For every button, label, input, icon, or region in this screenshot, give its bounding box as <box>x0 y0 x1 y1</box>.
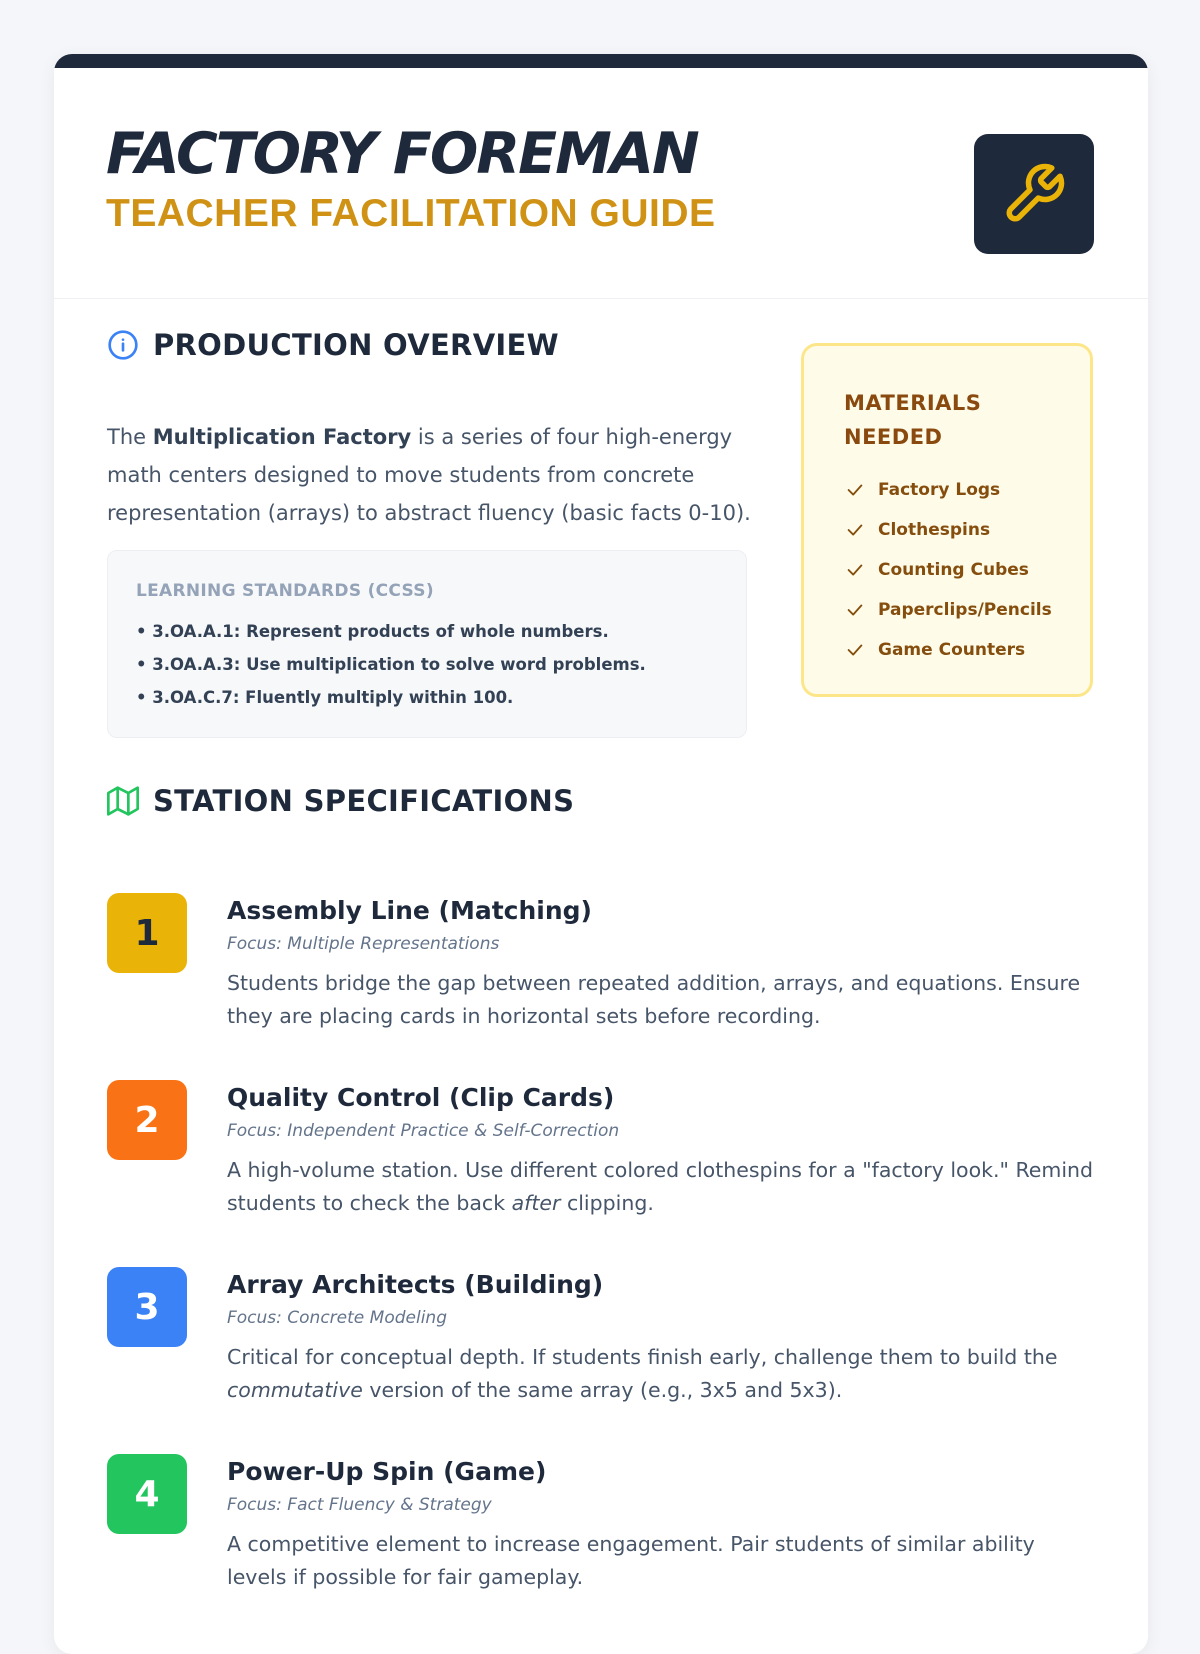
standards-box <box>107 550 747 738</box>
station-title: Power-Up Spin (Game) <box>227 1457 547 1486</box>
desc-end: version of the same array (e.g., 3x5 and 5x3). <box>362 1378 843 1402</box>
standards-list <box>136 615 718 714</box>
materials-list <box>844 470 1050 670</box>
materials-box <box>801 343 1093 697</box>
station-description <box>227 1154 1097 1220</box>
material-label: Factory Logs <box>878 480 1001 500</box>
station-title: Quality Control (Clip Cards) <box>227 1083 615 1112</box>
station-title: Assembly Line (Matching) <box>227 896 592 925</box>
overview-text <box>107 418 757 532</box>
station-number-badge: 2 <box>107 1080 187 1160</box>
material-item <box>844 510 1050 550</box>
check-icon <box>844 639 866 661</box>
materials-title-line1: MATERIALS <box>844 391 982 415</box>
check-icon <box>844 479 866 501</box>
station-number-badge: 1 <box>107 893 187 973</box>
material-label: Game Counters <box>878 640 1026 660</box>
material-label: Paperclips/Pencils <box>878 600 1052 620</box>
material-item <box>844 550 1050 590</box>
materials-title <box>844 386 1050 454</box>
desc-start: Critical for conceptual depth. If students finish early, challenge them to build the <box>227 1345 1058 1369</box>
stations-heading-text: STATION SPECIFICATIONS <box>153 784 575 818</box>
material-item <box>844 630 1050 670</box>
info-icon <box>107 329 139 361</box>
material-label: Clothespins <box>878 520 991 540</box>
station-description: A competitive element to increase engagement. Pair students of similar ability levels if possible for fair gameplay. <box>227 1532 1035 1589</box>
material-item <box>844 590 1050 630</box>
station-description <box>227 1341 1097 1407</box>
station-focus: Focus: Concrete Modeling <box>227 1308 447 1328</box>
station-description: Students bridge the gap between repeated addition, arrays, and equations. Ensure they are placing cards in horizontal sets before recording. <box>227 971 1081 1028</box>
stations-heading <box>107 784 574 818</box>
page-subtitle: TEACHER FACILITATION GUIDE <box>106 192 716 235</box>
overview-text-bold: Multiplication Factory <box>152 425 412 449</box>
guide-card <box>54 54 1148 1654</box>
materials-title-line2: NEEDED <box>844 425 943 449</box>
wrench-icon <box>1001 161 1067 227</box>
material-item <box>844 470 1050 510</box>
standard-item: • 3.OA.A.3: Use multiplication to solve word problems. <box>136 655 646 674</box>
desc-start: A high-volume station. Use different colored clothespins for a "factory look." Remind students to check the back <box>227 1158 1094 1215</box>
overview-text-end: is a series of four high-energy math centers designed to move students from concrete representation (arrays) to abstract fluency (basic facts 0-10). <box>107 425 751 525</box>
station-title: Array Architects (Building) <box>227 1270 604 1299</box>
station-focus: Focus: Fact Fluency & Strategy <box>227 1495 492 1515</box>
check-icon <box>844 559 866 581</box>
check-icon <box>844 519 866 541</box>
station-number-badge: 4 <box>107 1454 187 1534</box>
station-number-badge: 3 <box>107 1267 187 1347</box>
desc-emphasis: after <box>511 1191 561 1215</box>
desc-end: clipping. <box>560 1191 654 1215</box>
standard-item: • 3.OA.A.1: Represent products of whole numbers. <box>136 622 609 641</box>
station-focus: Focus: Multiple Representations <box>227 934 500 954</box>
overview-text-start: The <box>107 425 153 449</box>
overview-heading <box>107 328 559 362</box>
material-label: Counting Cubes <box>878 560 1029 580</box>
map-icon <box>107 785 139 817</box>
desc-emphasis: commutative <box>227 1378 363 1402</box>
top-accent-bar <box>54 54 1148 68</box>
page-title: FACTORY FOREMAN <box>106 121 698 187</box>
check-icon <box>844 599 866 621</box>
overview-heading-text: PRODUCTION OVERVIEW <box>153 328 559 362</box>
logo-badge <box>974 134 1094 254</box>
station-focus: Focus: Independent Practice & Self-Correction <box>227 1121 620 1141</box>
standard-item: • 3.OA.C.7: Fluently multiply within 100. <box>136 688 514 707</box>
header <box>54 68 1148 299</box>
standards-title: LEARNING STANDARDS (CCSS) <box>136 581 434 601</box>
